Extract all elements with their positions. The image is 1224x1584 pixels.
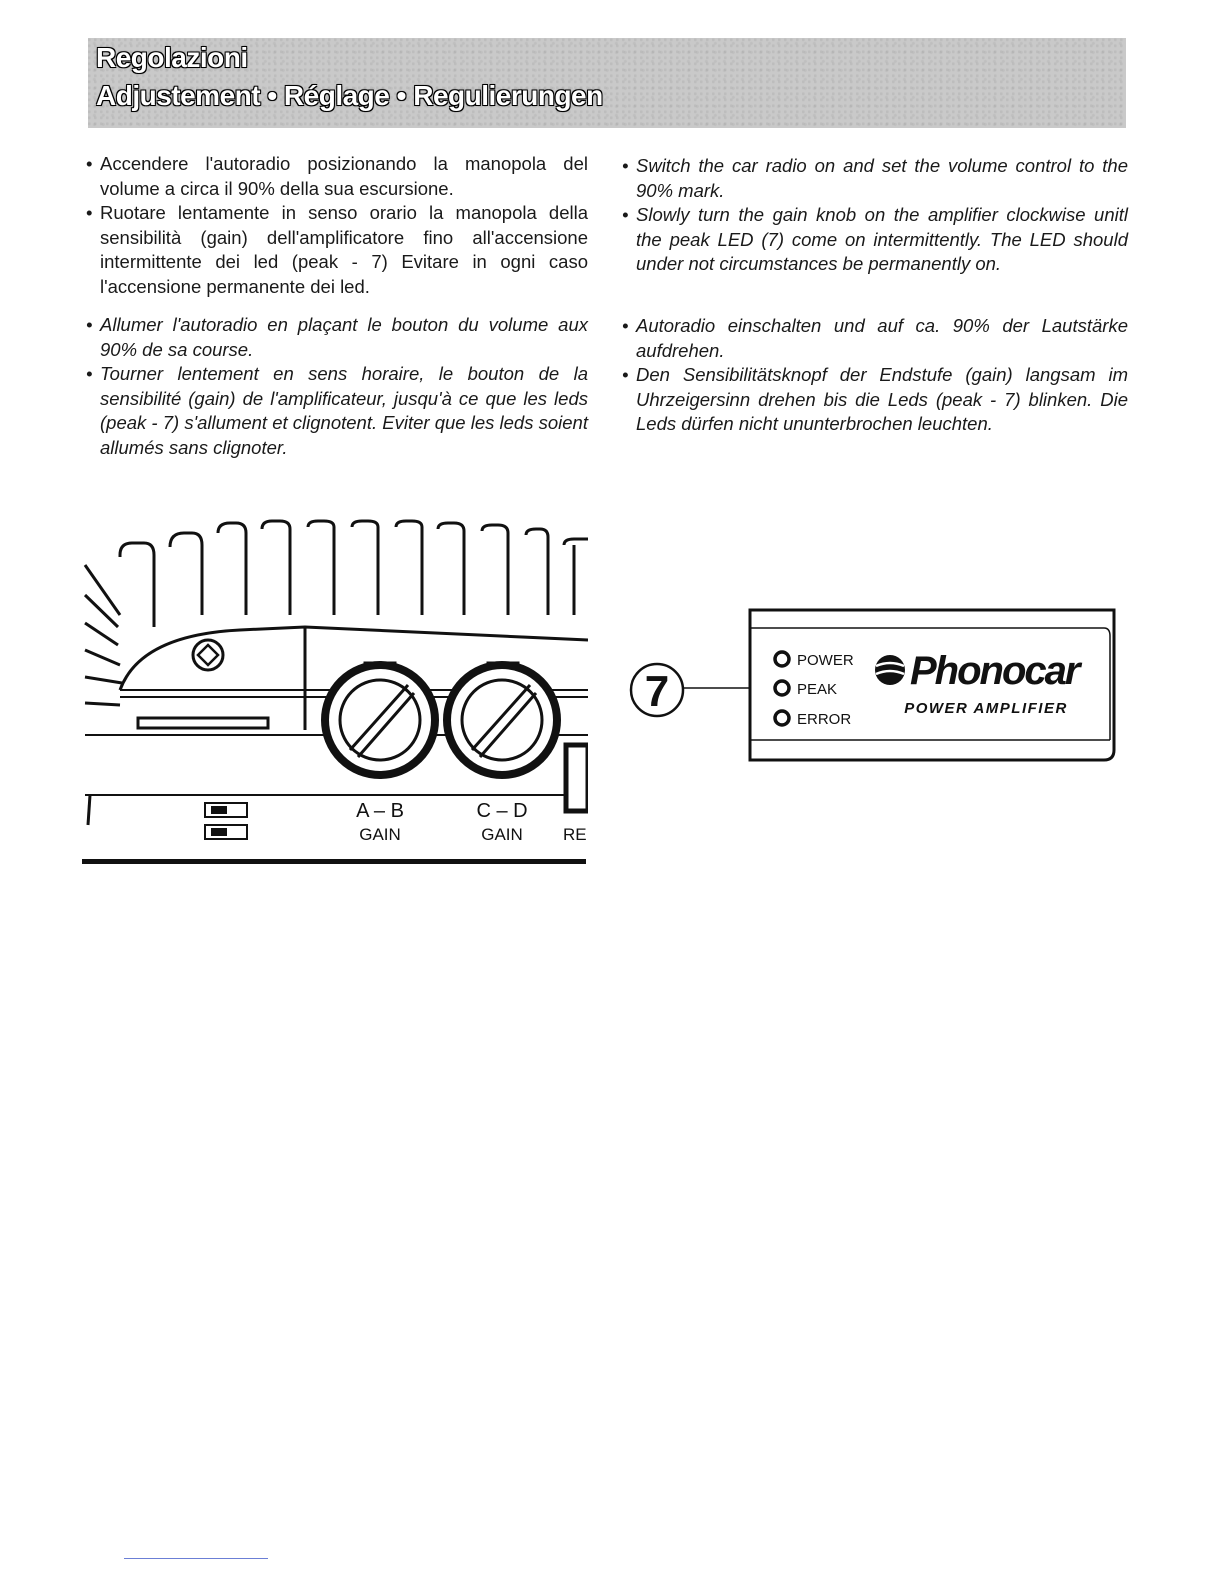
callout-number: 7 <box>644 667 670 716</box>
power-led-icon <box>775 652 789 666</box>
brand-logo-icon <box>875 655 905 685</box>
divider <box>82 859 586 864</box>
led-label-error: ERROR <box>797 711 852 728</box>
gain-label-cd: GAIN <box>481 825 523 844</box>
gain-label-ab: GAIN <box>359 825 401 844</box>
page-subtitle: Adjustement • Réglage • Regulierungen <box>96 80 603 111</box>
led-label-peak: PEAK <box>797 681 838 698</box>
product-label: POWER AMPLIFIER <box>904 700 1068 717</box>
gain-knob-ab <box>325 663 435 775</box>
knob-cd-label: C – D <box>476 800 528 822</box>
list-item: • Slowly turn the gain knob on the amplifier clockwise unitl the peak LED (7) come on intermittently. The LED should under not circumstances be permanently on. <box>622 203 1128 277</box>
italian-instructions <box>86 152 588 299</box>
german-instructions <box>622 314 1128 437</box>
brand-name: Phonocar <box>910 649 1079 693</box>
english-instructions <box>622 154 1128 277</box>
page-title: Regolazioni <box>96 42 248 73</box>
error-led-icon <box>775 711 789 725</box>
footer-rule <box>124 1558 268 1559</box>
list-item: • Allumer l'autoradio en plaçant le bouton du volume aux 90% de sa course. <box>86 313 588 362</box>
cut-label: RE <box>563 825 587 844</box>
led-panel-diagram <box>620 600 1120 770</box>
gain-knob-cd <box>447 663 557 775</box>
knob-ab-label: A – B <box>356 800 404 822</box>
led-label-power: POWER <box>797 652 854 669</box>
list-item: • Autoradio einschalten und auf ca. 90% der Lautstärke aufdrehen. <box>622 314 1128 363</box>
list-item: • Accendere l'autoradio posizionando la manopola del volume a circa il 90% della sua escursione. <box>86 152 588 201</box>
switch-icon <box>205 803 247 839</box>
peak-led-icon <box>775 681 789 695</box>
list-item: • Ruotare lentamente in senso orario la manopola della sensibilità (gain) dell'amplificatore fino all'accensione intermittente dei led (peak - 7) Evitare in ogni caso l'accensione permanente dei led. <box>86 201 588 299</box>
list-item: • Den Sensibilitätsknopf der Endstufe (gain) langsam im Uhrzeigersinn drehen bis die Leds (peak - 7) blinken. Die Leds dürfen nicht ununterbrochen leuchten. <box>622 363 1128 437</box>
list-item: • Tourner lentement en sens horaire, le bouton de la sensibilité (gain) de l'amplificateur, jusqu'à ce que les leds (peak - 7) s'allument et clignotent. Eviter que les leds soient allumés sans clignoter. <box>86 362 588 460</box>
french-instructions <box>86 313 588 460</box>
amplifier-diagram <box>80 515 588 870</box>
list-item: • Switch the car radio on and set the volume control to the 90% mark. <box>622 154 1128 203</box>
